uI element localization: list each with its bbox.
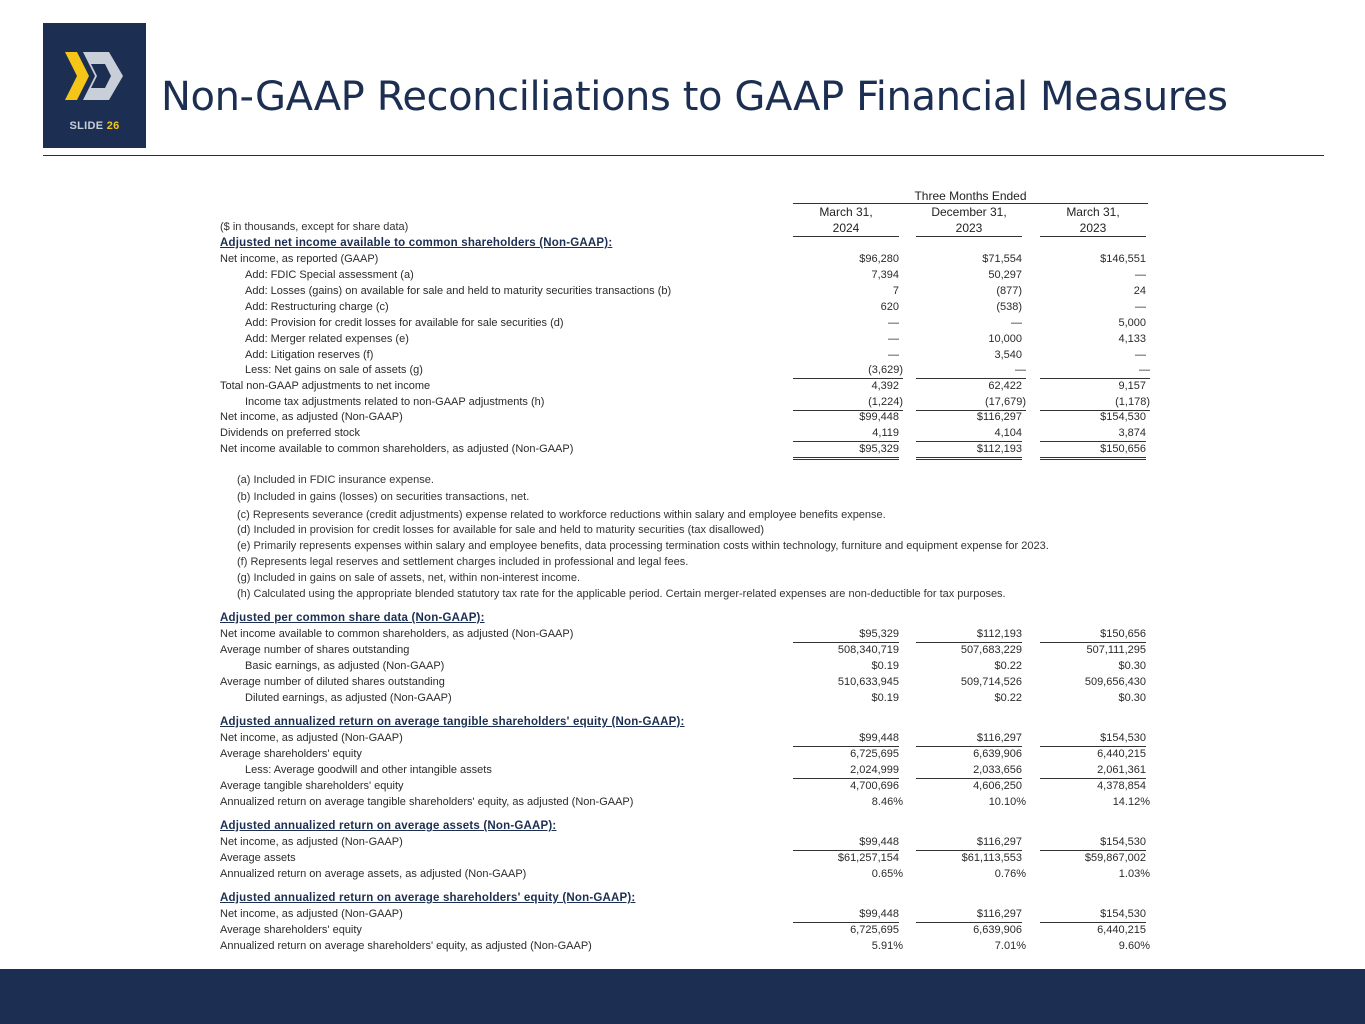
row-label: Average shareholders' equity: [220, 748, 362, 760]
cell-value: $71,554: [982, 253, 1022, 265]
cell-value: 5,000: [1118, 317, 1146, 329]
section-title: Adjusted net income available to common shareholders (Non-GAAP):: [220, 237, 613, 249]
table-row: [220, 778, 1150, 794]
cell-value: 4,392: [871, 380, 899, 392]
company-logo: [43, 23, 146, 148]
table-row: [220, 674, 1150, 690]
cell-value: $99,448: [793, 906, 899, 923]
cell-value: $0.19: [871, 692, 899, 704]
table-row: [220, 866, 1150, 882]
table-row: [220, 409, 1150, 425]
section-title-per-share: [220, 610, 1150, 626]
row-label: Net income available to common shareholders, as adjusted (Non-GAAP): [220, 628, 574, 640]
cell-value: $0.19: [871, 660, 899, 672]
cell-value: 10,000: [988, 333, 1022, 345]
cell-value: $96,280: [859, 253, 899, 265]
cell-value: $154,530: [1040, 906, 1146, 923]
cell-value: 2,033,656: [916, 762, 1022, 779]
table-row: [220, 658, 1150, 674]
cell-value: $154,530: [1040, 730, 1146, 747]
cell-value: (1,178): [1040, 394, 1150, 411]
cell-value: $99,448: [793, 834, 899, 851]
cell-value: 7,394: [871, 269, 899, 281]
table-row: [220, 283, 1150, 299]
section-title: Adjusted per common share data (Non-GAAP):: [220, 612, 485, 624]
row-label: Net income, as adjusted (Non-GAAP): [220, 411, 403, 423]
page-title: Non-GAAP Reconciliations to GAAP Financial Measures: [161, 74, 1228, 120]
cell-value: 0.65%: [871, 868, 903, 880]
row-label: Net income, as adjusted (Non-GAAP): [220, 732, 403, 744]
column-header-line1: March 31,: [1066, 205, 1120, 219]
section-title: Adjusted annualized return on average assets (Non-GAAP):: [220, 820, 557, 832]
cell-value: 4,133: [1118, 333, 1146, 345]
cell-value: $95,329: [793, 626, 899, 643]
row-label: Average shareholders' equity: [220, 924, 362, 936]
footnote: (b) Included in gains (losses) on securities transactions, net.: [237, 491, 530, 503]
cell-value: $0.22: [994, 660, 1022, 672]
row-label: Annualized return on average shareholders' equity, as adjusted (Non-GAAP): [220, 940, 592, 952]
table-row: [220, 251, 1150, 267]
cell-value: 3,540: [994, 349, 1022, 361]
table-row: [220, 315, 1150, 331]
cell-value: 4,104: [916, 425, 1022, 442]
cell-value: —: [1135, 349, 1146, 361]
row-label: Diluted earnings, as adjusted (Non-GAAP): [245, 692, 452, 704]
cell-value: $0.30: [1118, 692, 1146, 704]
table-row: [220, 299, 1150, 315]
cell-value: $154,530: [1100, 411, 1146, 423]
cell-value: 10.10%: [988, 796, 1026, 808]
slide-number-label: [43, 120, 146, 132]
cell-value: 620: [880, 301, 899, 313]
cell-value: 24: [1133, 285, 1146, 297]
cell-value: $0.22: [994, 692, 1022, 704]
row-label: Add: Restructuring charge (c): [245, 301, 389, 313]
column-header-line2: 2023: [1079, 221, 1107, 235]
cell-value: —: [1135, 301, 1146, 313]
cell-value: $61,113,553: [961, 852, 1022, 864]
cell-value: $59,867,002: [1084, 852, 1146, 864]
section-title-rote: [220, 714, 1150, 730]
row-label: Net income, as reported (GAAP): [220, 253, 379, 265]
cell-value: —: [888, 317, 899, 329]
table-row: [220, 938, 1150, 954]
slide-label-text: SLIDE: [69, 120, 104, 132]
cell-value: $116,297: [916, 834, 1022, 851]
cell-value: $95,329: [793, 441, 899, 460]
cell-value: $61,257,154: [837, 852, 899, 864]
cell-value: 50,297: [988, 269, 1022, 281]
cell-value: 5.91%: [871, 940, 903, 952]
table-row: [220, 425, 1150, 441]
cell-value: 6,639,906: [973, 748, 1022, 760]
column-header-line1: December 31,: [931, 205, 1007, 219]
row-label: Add: FDIC Special assessment (a): [245, 269, 414, 281]
footnote: (c) Represents severance (credit adjustments) expense related to workforce reductions within salary and employee benefits expense.: [237, 509, 886, 521]
cell-value: 14.12%: [1112, 796, 1150, 808]
table-row: [220, 642, 1150, 658]
row-label: Add: Provision for credit losses for available for sale securities (d): [245, 317, 564, 329]
table-row: [220, 378, 1150, 394]
row-label: Annualized return on average assets, as adjusted (Non-GAAP): [220, 868, 527, 880]
table-row: [220, 834, 1150, 850]
cell-value: 507,111,295: [1086, 644, 1146, 656]
column-header-line2: 2023: [955, 221, 983, 235]
table-row: [220, 362, 1150, 378]
section-title-roa: [220, 818, 1150, 834]
cell-value: 4,119: [793, 425, 899, 442]
cell-value: $0.30: [1118, 660, 1146, 672]
column-header-mar-2024: [793, 204, 899, 236]
row-label: Average number of shares outstanding: [220, 644, 410, 656]
cell-value: 9.60%: [1118, 940, 1150, 952]
row-label: Add: Litigation reserves (f): [245, 349, 374, 361]
slide-number: 26: [106, 120, 120, 132]
row-label: Average assets: [220, 852, 296, 864]
cell-value: 0.76%: [994, 868, 1026, 880]
row-label: Add: Merger related expenses (e): [245, 333, 409, 345]
cell-value: 8.46%: [871, 796, 903, 808]
table-row: [220, 922, 1150, 938]
table-row: [220, 730, 1150, 746]
table-row: [220, 906, 1150, 922]
row-label: Less: Net gains on sale of assets (g): [245, 364, 423, 376]
section-title-roe: [220, 890, 1150, 906]
cell-value: $116,297: [976, 411, 1022, 423]
footnote: (h) Calculated using the appropriate blended statutory tax rate for the applicable period. Certain merger-related expenses are non-deductible for tax purposes.: [237, 588, 1006, 600]
cell-value: $146,551: [1100, 253, 1146, 265]
cell-value: 508,340,719: [837, 644, 899, 656]
footnote: (d) Included in provision for credit losses for available for sale and held to maturity securities (tax disallowed): [237, 524, 765, 536]
section-title: Adjusted annualized return on average shareholders' equity (Non-GAAP):: [220, 892, 636, 904]
table-row: [220, 331, 1150, 347]
cell-value: —: [916, 362, 1026, 379]
period-header: Three Months Ended: [914, 189, 1027, 203]
cell-value: $154,530: [1040, 834, 1146, 851]
cell-value: 7: [892, 285, 899, 297]
row-label: Net income, as adjusted (Non-GAAP): [220, 836, 403, 848]
column-header-dec-2023: [916, 204, 1022, 236]
table-row: [220, 626, 1150, 642]
cell-value: 6,639,906: [973, 924, 1022, 936]
cell-value: 4,700,696: [850, 780, 899, 792]
row-label: Income tax adjustments related to non-GAAP adjustments (h): [245, 396, 545, 408]
table-row: [220, 267, 1150, 283]
table-row: [220, 690, 1150, 706]
column-header-line1: March 31,: [819, 205, 873, 219]
row-label: Net income, as adjusted (Non-GAAP): [220, 908, 403, 920]
cell-value: 6,440,215: [1097, 748, 1146, 760]
cell-value: $112,193: [916, 441, 1022, 460]
cell-value: 3,874: [1040, 425, 1146, 442]
row-label: Net income available to common shareholders, as adjusted (Non-GAAP): [220, 443, 574, 455]
cell-value: 6,440,215: [1097, 924, 1146, 936]
table-row: [220, 347, 1150, 363]
cell-value: (3,629): [793, 362, 903, 379]
cell-value: 2,024,999: [793, 762, 899, 779]
cell-value: 510,633,945: [837, 676, 899, 688]
footnote: (a) Included in FDIC insurance expense.: [237, 474, 434, 486]
cell-value: $116,297: [916, 906, 1022, 923]
cell-value: 507,683,229: [960, 644, 1022, 656]
row-label: Less: Average goodwill and other intangible assets: [245, 764, 492, 776]
cell-value: 2,061,361: [1040, 762, 1146, 779]
table-row: [220, 850, 1150, 866]
chevron-logo-icon: [61, 49, 129, 104]
footer-bar: [0, 969, 1365, 1024]
row-label: Average tangible shareholders' equity: [220, 780, 404, 792]
cell-value: —: [1011, 317, 1022, 329]
cell-value: $99,448: [793, 730, 899, 747]
row-label: Annualized return on average tangible shareholders' equity, as adjusted (Non-GAAP): [220, 796, 634, 808]
row-label: Average number of diluted shares outstanding: [220, 676, 445, 688]
cell-value: 509,714,526: [960, 676, 1022, 688]
cell-value: 9,157: [1118, 380, 1146, 392]
cell-value: 1.03%: [1118, 868, 1150, 880]
cell-value: 4,606,250: [973, 780, 1022, 792]
footnote: (g) Included in gains on sale of assets, net, within non-interest income.: [237, 572, 581, 584]
cell-value: (877): [996, 285, 1022, 297]
cell-value: (17,679): [916, 394, 1026, 411]
cell-value: 7.01%: [994, 940, 1026, 952]
table-row: [220, 394, 1150, 410]
footnote: (f) Represents legal reserves and settlement charges included in professional and legal fees.: [237, 556, 689, 568]
cell-value: (538): [996, 301, 1022, 313]
row-label: Basic earnings, as adjusted (Non-GAAP): [245, 660, 445, 672]
cell-value: —: [888, 333, 899, 345]
cell-value: —: [888, 349, 899, 361]
section-title-net-income: [220, 235, 1150, 251]
units-label: ($ in thousands, except for share data): [220, 221, 409, 233]
cell-value: $116,297: [916, 730, 1022, 747]
cell-value: 6,725,695: [850, 924, 899, 936]
cell-value: $99,448: [859, 411, 899, 423]
column-header-mar-2023: [1040, 204, 1146, 236]
cell-value: 509,656,430: [1084, 676, 1146, 688]
table-row: [220, 746, 1150, 762]
table-row: [220, 441, 1150, 457]
cell-value: 62,422: [988, 380, 1022, 392]
table-row: [220, 762, 1150, 778]
title-divider: [43, 155, 1324, 156]
cell-value: 6,725,695: [850, 748, 899, 760]
section-title: Adjusted annualized return on average tangible shareholders' equity (Non-GAAP):: [220, 716, 685, 728]
cell-value: —: [1040, 362, 1150, 379]
cell-value: (1,224): [793, 394, 903, 411]
row-label: Add: Losses (gains) on available for sale and held to maturity securities transactions (b): [245, 285, 672, 297]
footnote: (e) Primarily represents expenses within salary and employee benefits, data processing termination costs within technology, furniture and equipment expense for 2023.: [237, 540, 1049, 552]
table-row: [220, 794, 1150, 810]
column-header-line2: 2024: [832, 221, 860, 235]
row-label: Dividends on preferred stock: [220, 427, 361, 439]
cell-value: $112,193: [916, 626, 1022, 643]
cell-value: 4,378,854: [1097, 780, 1146, 792]
cell-value: —: [1135, 269, 1146, 281]
cell-value: $150,656: [1040, 626, 1146, 643]
row-label: Total non-GAAP adjustments to net income: [220, 380, 431, 392]
cell-value: $150,656: [1040, 441, 1146, 460]
